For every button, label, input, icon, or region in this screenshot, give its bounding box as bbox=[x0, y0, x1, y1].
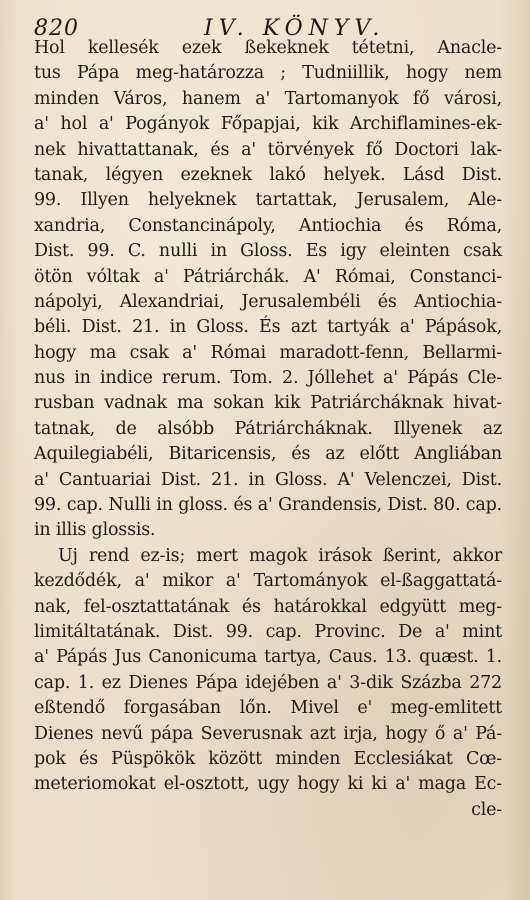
text-line: a' hol a' Pogányok Főpapjai, kik Archiflamines-ek- bbox=[34, 114, 502, 135]
running-head: IV. KÖNYV. bbox=[204, 16, 386, 41]
text-line: xandria, Constancinápoly, Antiochia és Róma, bbox=[34, 215, 502, 236]
text-line: tatnak, de alsóbb Pátriárcháknak. Illyenek az bbox=[34, 418, 502, 439]
body-text bbox=[34, 36, 502, 823]
text-line: pok és Püspökök között minden Ecclesiákat Cœ- bbox=[34, 748, 502, 769]
text-line: limitáltatának. Dist. 99. cap. Provinc. De a' mint bbox=[34, 621, 502, 642]
text-line: minden Város, hanem a' Tartomanyok fő városi, bbox=[34, 88, 502, 109]
page-number: 820 bbox=[34, 16, 79, 41]
text-line: meteriomokat el-osztott, ugy hogy ki ki a' maga Ec- bbox=[34, 774, 502, 795]
text-line: Aquilegiabéli, Bitaricensis, és az előtt Angliában bbox=[34, 444, 502, 465]
text-line: Uj rend ez-is; mert magok irások ßerint, akkor bbox=[58, 545, 502, 566]
text-line: tanak, légyen ezeknek lakó helyek. Lásd Dist. bbox=[34, 164, 502, 185]
text-line: nek hivattattanak, és a' törvények fő Doctori lak- bbox=[34, 139, 502, 160]
text-line: 99. Illyen helyeknek tartattak, Jerusalem, Ale- bbox=[34, 190, 502, 211]
catchword: cle- bbox=[471, 799, 502, 820]
text-line: ötön vóltak a' Pátriárchák. A' Római, Constanci- bbox=[34, 266, 502, 287]
text-line: a' Pápás Jus Canonicuma tartya, Caus. 13. quæst. 1. bbox=[34, 647, 502, 668]
text-line: béli. Dist. 21. in Gloss. És azt tartyák a' Pápások, bbox=[34, 317, 502, 338]
text-line: hogy ma csak a' Római maradott-fenn, Bellarmi- bbox=[34, 342, 502, 363]
text-line: 99. cap. Nulli in gloss. és a' Grandensis, Dist. 80. cap. bbox=[34, 495, 502, 516]
text-line: nápolyi, Alexandriai, Jerusalembéli és Antiochia- bbox=[34, 291, 502, 312]
text-line: rusban vadnak ma sokan kik Patriárcháknak hivat- bbox=[34, 393, 502, 414]
text-line: in illis glossis. bbox=[34, 520, 156, 541]
text-line: Dist. 99. C. nulli in Gloss. Es igy eleinten csak bbox=[34, 241, 502, 262]
text-line: tus Pápa meg-határozza ; Tudniillik, hogy nem bbox=[34, 63, 502, 84]
text-line: nak, fel-osztattatának és határokkal edgyütt meg- bbox=[34, 596, 502, 617]
text-line: a' Cantuariai Dist. 21. in Gloss. A' Velenczei, Dist. bbox=[34, 469, 502, 490]
text-line: cap. 1. ez Dienes Pápa idejében a' 3-dik Százba 272 bbox=[34, 672, 502, 693]
text-line: Dienes nevű pápa Severusnak azt irja, hogy ő a' Pá- bbox=[34, 723, 502, 744]
text-line: nus in indice rerum. Tom. 2. Jóllehet a' Pápás Cle- bbox=[34, 368, 502, 389]
text-line: eßtendő forgasában lőn. Mivel e' meg-emlitett bbox=[34, 698, 502, 719]
text-line: kezdődék, a' mikor a' Tartományok el-ßaggattatá- bbox=[34, 571, 502, 592]
text-line: Hol kellesék ezek ßekeknek tétetni, Anacle- bbox=[34, 38, 502, 58]
